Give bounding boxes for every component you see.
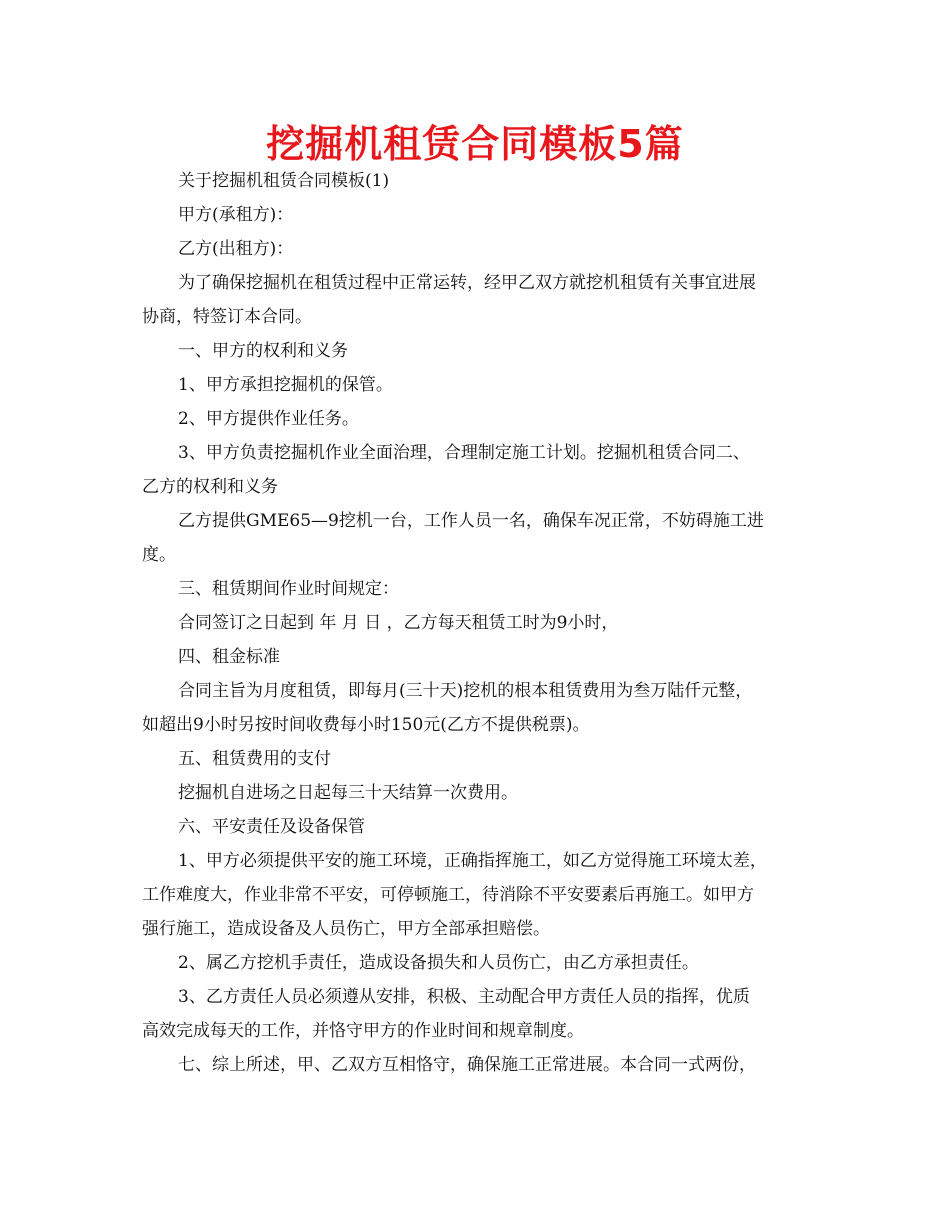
paragraph-line: 3、乙方责任人员必须遵从安排，积极、主动配合甲方责任人员的指挥，优质 (178, 987, 750, 1007)
paragraph-line: 度。 (142, 545, 176, 565)
paragraph-line: 乙方的权利和义务 (142, 477, 278, 497)
paragraph-line: 合同主旨为月度租赁，即每月(三十天)挖机的根本租赁费用为叁万陆仟元整， (178, 681, 753, 701)
document-title: 挖掘机租赁合同模板5篇 (266, 122, 684, 166)
paragraph-line: 三、租赁期间作业时间规定： (178, 579, 399, 599)
paragraph-line: 高效完成每天的工作，并恪守甲方的作业时间和规章制度。 (142, 1021, 584, 1041)
paragraph-line: 乙方提供GME65—9挖机一台，工作人员一名，确保车况正常，不妨碍施工进 (178, 511, 764, 531)
paragraph-line: 六、平安责任及设备保管 (178, 817, 365, 837)
paragraph-line: 乙方(出租方)： (178, 239, 294, 259)
document-body (142, 164, 812, 1082)
paragraph-line: 挖掘机自进场之日起每三十天结算一次费用。 (178, 783, 518, 803)
paragraph-line: 工作难度大，作业非常不平安，可停顿施工，待消除不平安要素后再施工。如甲方 (142, 885, 754, 905)
paragraph-line: 协商，特签订本合同。 (142, 307, 312, 327)
paragraph-line: 甲方(承租方)： (178, 205, 294, 225)
paragraph-line: 2、属乙方挖机手责任，造成设备损失和人员伤亡，由乙方承担责任。 (178, 953, 699, 973)
paragraph-line: 一、甲方的权利和义务 (178, 341, 348, 361)
paragraph-line: 七、综上所述，甲、乙双方互相恪守，确保施工正常进展。本合同一式两份， (178, 1055, 756, 1075)
paragraph-line: 合同签订之日起到 年 月 日 ，乙方每天租赁工时为9小时， (178, 613, 619, 633)
paragraph-line: 1、甲方必须提供平安的施工环境，正确指挥施工，如乙方觉得施工环境太差， (178, 851, 767, 871)
paragraph-line: 2、甲方提供作业任务。 (178, 409, 359, 429)
paragraph-line: 五、租赁费用的支付 (178, 749, 331, 769)
paragraph-line: 关于挖掘机租赁合同模板(1) (178, 171, 390, 191)
paragraph-line: 3、甲方负责挖掘机作业全面治理，合理制定施工计划。挖掘机租赁合同二、 (178, 443, 750, 463)
paragraph-line: 如超出9小时另按时间收费每小时150元(乙方不提供税票)。 (142, 715, 590, 735)
paragraph-line: 1、甲方承担挖掘机的保管。 (178, 375, 393, 395)
paragraph-line: 四、租金标准 (178, 647, 280, 667)
paragraph-line: 强行施工，造成设备及人员伤亡，甲方全部承担赔偿。 (142, 919, 550, 939)
paragraph-line: 为了确保挖掘机在租赁过程中正常运转，经甲乙双方就挖机租赁有关事宜进展 (178, 273, 756, 293)
